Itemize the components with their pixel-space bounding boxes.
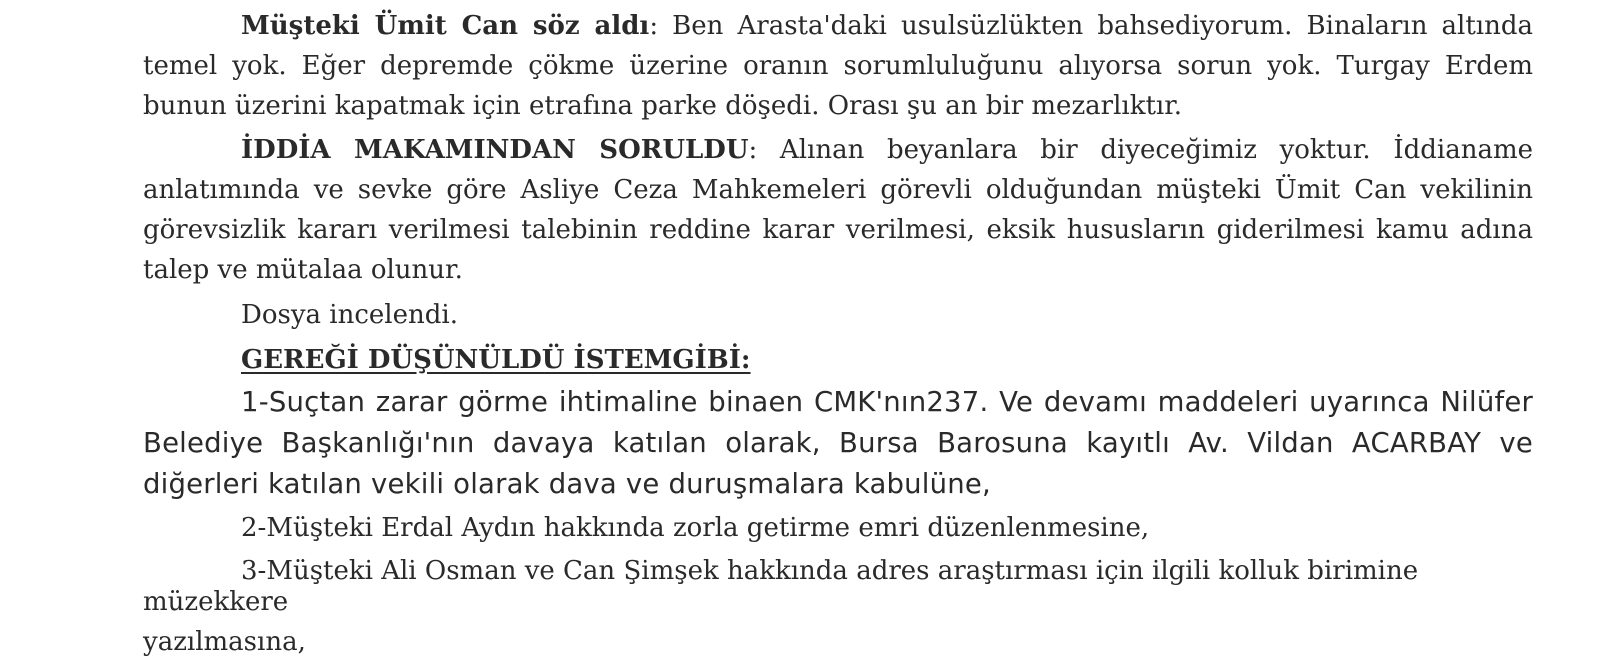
paragraph-body-prosecution: : Alınan beyanlara bir diyeceğimiz yoktur. İddianame anlatımında ve sevke göre Asliye Ceza Mahkemeleri görevli olduğundan müşteki Ümit Can vekilinin görevsizlik kararı verilmesi talebinin reddine karar verilmesi, eksik hususların giderilmesi kamu adına talep ve mütalaa olunur. (143, 135, 1533, 285)
paragraph-lead-complainant: Müşteki Ümit Can söz aldı (241, 11, 650, 41)
paragraph-lead-prosecution: İDDİA MAKAMINDAN SORULDU (241, 135, 749, 165)
paragraph-complainant-statement (143, 6, 1533, 126)
section-heading-decision: GEREĞİ DÜŞÜNÜLDÜ İSTEMGİBİ: (241, 345, 751, 375)
paragraph-prosecution-opinion (143, 130, 1533, 290)
paragraph-file-examined: Dosya incelendi. (241, 300, 458, 330)
decision-item-3: 3-Müşteki Ali Osman ve Can Şimşek hakkında adres araştırması için ilgili kolluk birimine (241, 556, 1419, 586)
decision-item-3-continuation: müzekkere yazılmasına, (143, 587, 306, 657)
paragraph-body-complainant: : Ben Arasta'daki usulsüzlükten bahsediyorum. Binaların altında temel yok. Eğer depremde çökme üzerine oranın sorumluluğunu alıyorsa sorun yok. Turgay Erdem bunun üzerini kapatmak için etrafına parke döşedi. Orası şu an bir mezarlıktır. (143, 11, 1533, 121)
decision-item-1: 1-Suçtan zarar görme ihtimaline binaen CMK'nın237. Ve devamı maddeleri uyarınca Nilüfer Belediye Başkanlığı'nın davaya katılan olarak, Bursa Barosuna kayıtlı Av. Vildan ACARBAY ve diğerleri katılan vekili olarak dava ve duruşmalara kabulüne, (143, 386, 1533, 500)
decision-item-2: 2-Müşteki Erdal Aydın hakkında zorla getirme emri düzenlenmesine, (241, 513, 1150, 543)
